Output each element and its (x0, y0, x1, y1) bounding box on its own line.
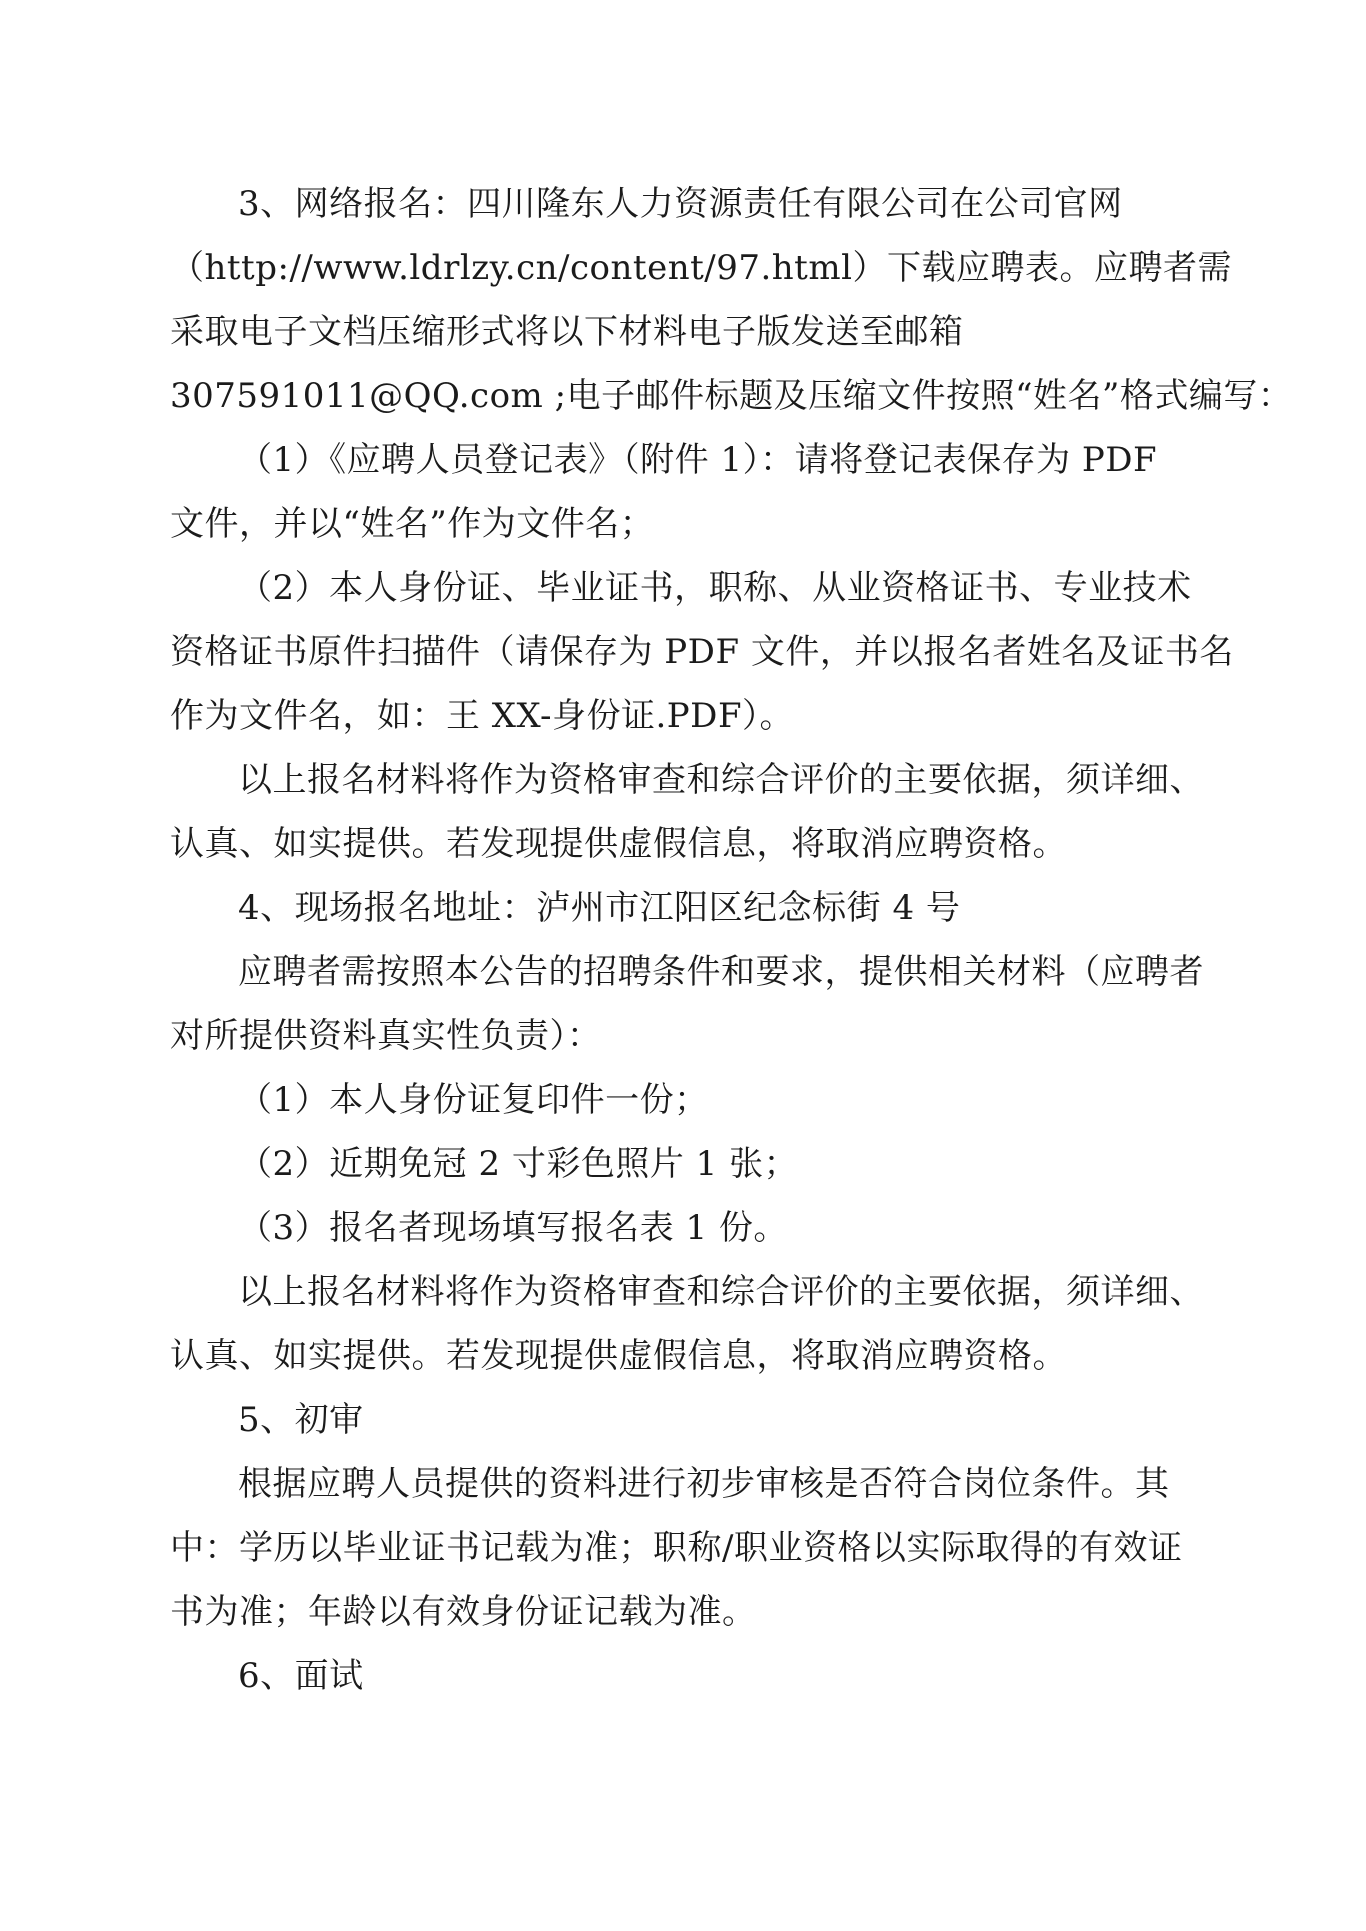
text-line: 采取电子文档压缩形式将以下材料电子版发送至邮箱 (170, 312, 964, 352)
text-line: 中：学历以毕业证书记载为准；职称/职业资格以实际取得的有效证 (170, 1528, 1183, 1568)
text-line: 书为准；年龄以有效身份证记载为准。 (170, 1592, 757, 1632)
text-line: 作为文件名，如：王 XX-身份证.PDF）。 (170, 696, 795, 736)
text-line: 对所提供资料真实性负责）： (170, 1016, 602, 1056)
text-line: 6、面试 (238, 1656, 364, 1696)
text-line: 资格证书原件扫描件（请保存为 PDF 文件，并以报名者姓名及证书名 (170, 632, 1234, 672)
text-line: 认真、如实提供。若发现提供虚假信息，将取消应聘资格。 (170, 1336, 1067, 1376)
text-line: 文件，并以“姓名”作为文件名； (170, 504, 655, 544)
text-line: （2）近期免冠 2 寸彩色照片 1 张； (238, 1144, 799, 1184)
text-line: 以上报名材料将作为资格审查和综合评价的主要依据，须详细、 (238, 760, 1204, 800)
text-line: 4、现场报名地址：泸州市江阳区纪念标街 4 号 (238, 888, 961, 928)
text-line: （2）本人身份证、毕业证书，职称、从业资格证书、专业技术 (238, 568, 1192, 608)
text-line: 认真、如实提供。若发现提供虚假信息，将取消应聘资格。 (170, 824, 1067, 864)
text-line: 以上报名材料将作为资格审查和综合评价的主要依据，须详细、 (238, 1272, 1204, 1312)
text-line: 3、网络报名：四川隆东人力资源责任有限公司在公司官网 (238, 184, 1123, 224)
text-line: （1）本人身份证复印件一份； (238, 1080, 709, 1120)
text-line: 根据应聘人员提供的资料进行初步审核是否符合岗位条件。其 (238, 1464, 1170, 1504)
text-line: （http://www.ldrlzy.cn/content/97.html）下载应聘表。应聘者需 (170, 248, 1232, 288)
text-line: （1）《应聘人员登记表》（附件 1）：请将登记表保存为 PDF (238, 440, 1158, 480)
text-line: 5、初审 (238, 1400, 364, 1440)
text-line: （3）报名者现场填写报名表 1 份。 (238, 1208, 788, 1248)
text-line: 应聘者需按照本公告的招聘条件和要求，提供相关材料（应聘者 (238, 952, 1204, 992)
document-body (170, 172, 1293, 1708)
text-line: 307591011@QQ.com ;电子邮件标题及压缩文件按照“姓名”格式编写： (170, 376, 1293, 416)
